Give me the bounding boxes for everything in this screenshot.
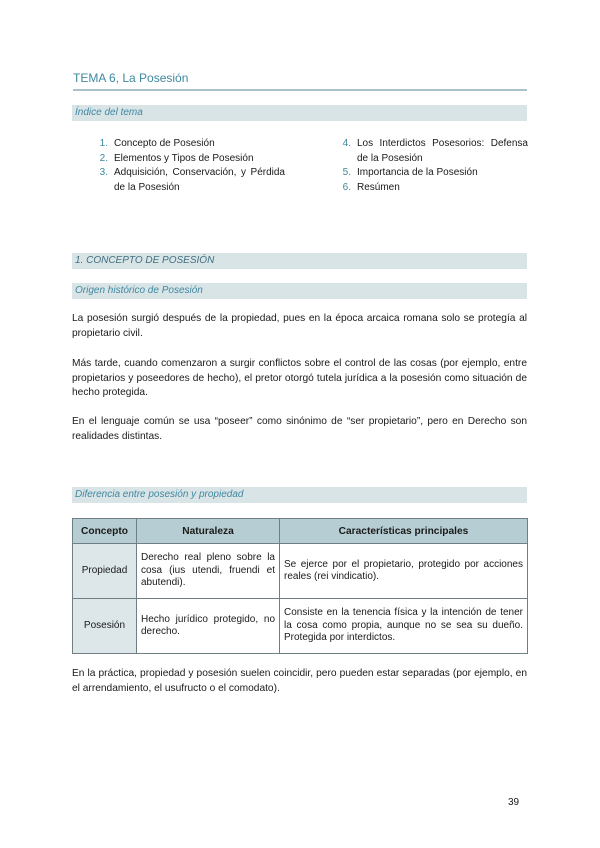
table-header-cell: Naturaleza xyxy=(137,519,280,544)
index-item-text: Los Interdictos Posesorios: Defensa de la Posesión xyxy=(357,138,528,164)
index-item-number: 1. xyxy=(99,138,108,149)
table-cell-concept: Posesión xyxy=(73,599,137,654)
index-item-number: 5. xyxy=(342,167,351,178)
index-item-text: Resúmen xyxy=(357,181,400,193)
paragraph: En la práctica, propiedad y posesión suelen coincidir, pero pueden estar separadas (por ejemplo, en el arrendamiento, el usufructo o el comodato). xyxy=(72,668,527,694)
index-heading: Índice del tema xyxy=(72,105,527,121)
index-list-left xyxy=(89,137,285,195)
index-item xyxy=(89,166,285,195)
index-item-number: 6. xyxy=(342,181,351,193)
index-item-text: Elementos y Tipos de Posesión xyxy=(114,152,254,164)
index-item-text: Adquisición, Conservación, y Pérdida de la Posesión xyxy=(114,167,285,193)
table-cell-characteristics: Se ejerce por el propietario, protegido por acciones reales (rei vindicatio). xyxy=(280,544,528,599)
index-item xyxy=(332,181,528,196)
page-number: 39 xyxy=(508,797,520,808)
index-item xyxy=(332,166,528,181)
subsection-heading: Diferencia entre posesión y propiedad xyxy=(72,487,527,503)
comparison-table xyxy=(72,518,528,654)
table-cell-concept: Propiedad xyxy=(73,544,137,599)
index-item xyxy=(332,137,528,166)
index-item-text: Importancia de la Posesión xyxy=(357,167,478,178)
paragraph: La posesión surgió después de la propiedad, pues en la época arcaica romana solo se protegía al propietario civil. xyxy=(72,313,527,339)
index-item-text: Concepto de Posesión xyxy=(114,138,215,149)
table-header-cell: Concepto xyxy=(73,519,137,544)
section-heading: 1. CONCEPTO DE POSESIÓN xyxy=(72,253,527,269)
paragraph: Más tarde, cuando comenzaron a surgir conflictos sobre el control de las cosas (por ejemplo, entre propietarios y poseedores de hecho), el pretor otorgó tutela jurídica a la posesión como situación de hecho protegida. xyxy=(72,358,527,398)
index-item xyxy=(89,152,285,167)
index-list-right xyxy=(332,137,528,195)
table-header-cell: Características principales xyxy=(280,519,528,544)
paragraph: En el lenguaje común se usa “poseer” como sinónimo de “ser propietario”, pero en Derecho son realidades distintas. xyxy=(72,416,527,442)
table-row xyxy=(73,544,528,599)
table-cell-nature: Derecho real pleno sobre la cosa (ius utendi, fruendi et abutendi). xyxy=(137,544,280,599)
chapter-title: TEMA 6, La Posesión xyxy=(73,71,527,91)
index-item xyxy=(89,137,285,152)
table-row xyxy=(73,599,528,654)
index-item-number: 3. xyxy=(99,167,108,178)
table-header-row xyxy=(73,519,528,544)
table-cell-nature: Hecho jurídico protegido, no derecho. xyxy=(137,599,280,654)
index-item-number: 2. xyxy=(99,152,108,164)
subsection-heading: Origen histórico de Posesión xyxy=(72,283,527,299)
index-item-number: 4. xyxy=(342,138,351,149)
table-cell-characteristics: Consiste en la tenencia física y la intención de tener la cosa como propia, aunque no se sea su dueño. Protegida por interdictos. xyxy=(280,599,528,654)
